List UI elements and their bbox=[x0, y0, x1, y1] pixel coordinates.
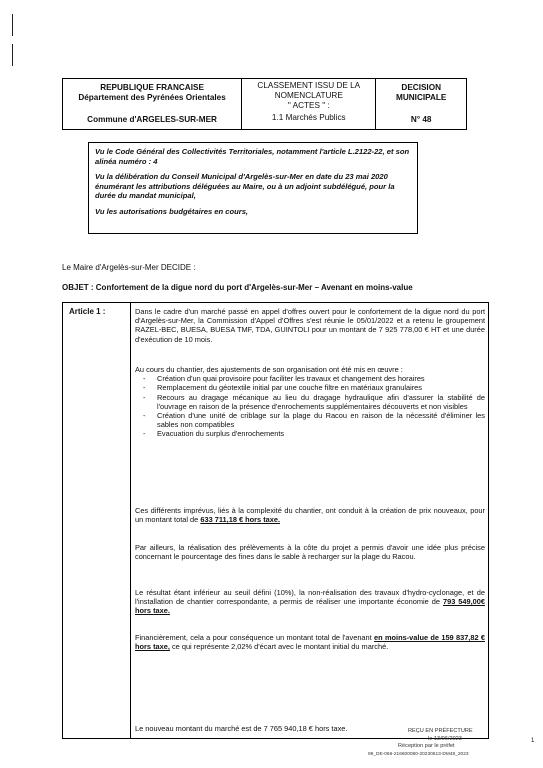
savings-text: Le résultat étant inférieur au seuil défini (10%), la non-réalisation des travaux d'hydro-cyclonage, et de l'installation de chantier correspondante, a permis de réaliser une importante économie de bbox=[135, 588, 485, 607]
prefecture-stamp bbox=[368, 728, 528, 758]
list-item: - Evacuation du surplus d'enrochements bbox=[157, 429, 485, 438]
consideration-code: Vu le Code Général des Collectivités Territoriales, notamment l'article L.2122-22, et son alinéa numéro : 4 bbox=[95, 147, 410, 166]
financial-text: Financièrement, cela a pour conséquence un montant total de l'avenant bbox=[135, 633, 375, 642]
paragraph-adjustments: Au cours du chantier, des ajustements de son organisation ont été mis en œuvre : bbox=[135, 365, 403, 374]
column-divider bbox=[130, 303, 131, 738]
stamp-reception: Réception par le préfet bbox=[398, 743, 455, 749]
article-paragraph bbox=[135, 307, 485, 344]
article-paragraph bbox=[135, 588, 485, 616]
considerations-box bbox=[88, 142, 418, 234]
new-prices-text: Ces différents imprévus, liés à la complexité du chantier, ont conduit à la création de prix nouveaux, pour un montant total de bbox=[135, 506, 485, 525]
savings-amount: 793 549,00€ hors taxe. bbox=[135, 597, 485, 616]
classification-line: NOMENCLATURE bbox=[274, 91, 343, 100]
republic-label: REPUBLIQUE FRANCAISE bbox=[100, 83, 204, 92]
department-label: Département des Pyrénées Orientales bbox=[78, 93, 226, 102]
paragraph-financial bbox=[135, 633, 485, 651]
article-paragraph bbox=[135, 543, 485, 561]
paragraph-samples: Par ailleurs, la réalisation des prélèvements à la côte du projet a permis d'avoir une idée plus précise concernant le pourcentage des fines dans le sable à recharger sur la plage du Racou. bbox=[135, 543, 485, 562]
stamp-id: 99_DE-066-216600080-20230613-DM48_2023 bbox=[368, 751, 469, 757]
margin-mark bbox=[12, 14, 13, 36]
commune-label: Commune d'ARGELES-SUR-MER bbox=[87, 115, 217, 124]
decision-label: DECISION bbox=[401, 83, 441, 92]
article-label: Article 1 : bbox=[69, 307, 106, 316]
classification-line: CLASSEMENT ISSU DE LA bbox=[257, 81, 361, 90]
margin-mark bbox=[12, 44, 13, 66]
article-table bbox=[62, 302, 489, 739]
adjustments-list bbox=[135, 374, 485, 438]
list-item: - Création d'une unité de criblage sur la plage du Racou en raison de la nécessité d'éliminer les sables non compatibles bbox=[157, 411, 485, 429]
article-paragraph bbox=[135, 365, 485, 439]
financial-amount: en moins-value de 159 837,82 € hors taxe, bbox=[135, 633, 485, 652]
classification-line: 1.1 Marchés Publics bbox=[271, 113, 346, 122]
stamp-date: le 13/06/2023 bbox=[428, 735, 462, 742]
paragraph-new-prices bbox=[135, 506, 485, 524]
page-number: 1 bbox=[531, 738, 535, 744]
paragraph-savings bbox=[135, 588, 485, 616]
new-prices-amount: 633 711,18 € hors taxe. bbox=[200, 515, 281, 525]
decision-number: N° 48 bbox=[410, 115, 432, 124]
header-classification-cell bbox=[242, 79, 376, 129]
consideration-budget: Vu les autorisations budgétaires en cours, bbox=[95, 206, 249, 216]
financial-text-end: ce qui représente 2,02% d'écart avec le montant initial du marché. bbox=[169, 642, 389, 652]
object-line: OBJET : Confortement de la digue nord du port d'Argelès-sur-Mer – Avenant en moins-value bbox=[62, 283, 413, 292]
consideration-deliberation: Vu la délibération du Conseil Municipal d'Argelès-sur-Mer en date du 23 mai 2020 énumérant les attributions déléguées au Maire, ou à un adjoint subdélégué, pour la durée du mandat municipal, bbox=[95, 172, 395, 201]
header-issuer-cell bbox=[63, 79, 242, 129]
header-decision-cell bbox=[376, 79, 466, 129]
municipale-label: MUNICIPALE bbox=[396, 93, 447, 102]
mayor-decides: Le Maire d'Argelès-sur-Mer DECIDE : bbox=[62, 263, 196, 272]
list-item: - Recours au dragage mécanique au lieu du dragage hydraulique afin d'assurer la stabilité de l'ouvrage en raison de la présence d'enrochements supplémentaires découverts et non visibles bbox=[157, 393, 485, 411]
classification-line: " ACTES " : bbox=[287, 101, 330, 110]
stamp-received: REÇU EN PRÉFECTURE bbox=[408, 728, 473, 734]
article-paragraph bbox=[135, 633, 485, 651]
paragraph-contract: Dans le cadre d'un marché passé en appel d'offres ouvert pour le confortement de la digue nord du port d'Argelès-sur-Mer, la Commission d'Appel d'Offres s'est réunie le 05/01/2022 et a retenu le groupement RAZEL-BEC, BUESA, BUESA TMF, TDA, GUINTOLI pour un montant de 7 925 778,00 € HT et une durée d'exécution de 10 mois. bbox=[135, 307, 485, 344]
list-item: - Création d'un quai provisoire pour faciliter les travaux et changement des horaires bbox=[157, 374, 485, 383]
article-paragraph bbox=[135, 506, 485, 524]
paragraph-new-amount: Le nouveau montant du marché est de 7 765 940,18 € hors taxe. bbox=[135, 724, 348, 733]
list-item: - Remplacement du géotextile initial par une couche filtre en matériaux granulaires bbox=[157, 383, 485, 392]
header-table bbox=[62, 78, 467, 130]
